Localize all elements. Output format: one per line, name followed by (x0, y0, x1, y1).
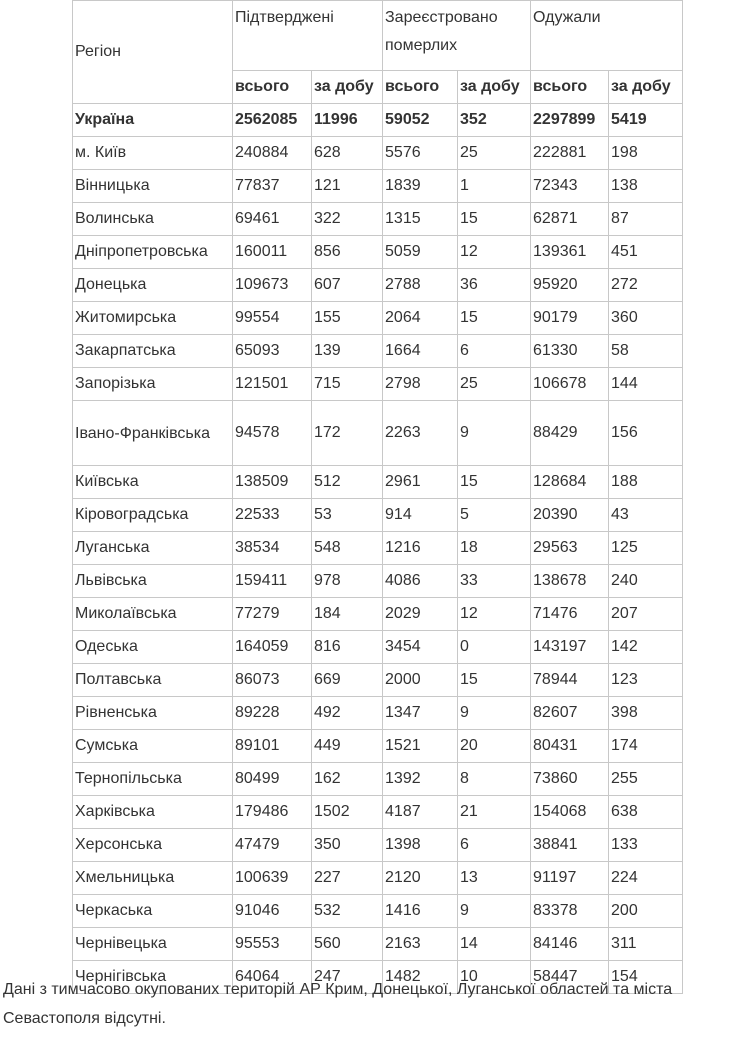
cell-confirmed-total: 38534 (233, 532, 312, 565)
cell-recovered-total: 95920 (531, 269, 609, 302)
cell-deaths-total: 1839 (383, 170, 458, 203)
cell-deaths-total: 2788 (383, 269, 458, 302)
cell-confirmed-total: 240884 (233, 137, 312, 170)
cell-recovered-daily: 156 (609, 401, 683, 466)
cell-region: Харківська (73, 796, 233, 829)
cell-confirmed-total: 89101 (233, 730, 312, 763)
cell-confirmed-daily: 669 (312, 664, 383, 697)
cell-recovered-total: 83378 (531, 895, 609, 928)
cell-region: м. Київ (73, 137, 233, 170)
cell-deaths-daily: 1 (458, 170, 531, 203)
cell-recovered-daily: 123 (609, 664, 683, 697)
cell-confirmed-total: 99554 (233, 302, 312, 335)
cell-confirmed-total: 91046 (233, 895, 312, 928)
cell-confirmed-total: 121501 (233, 368, 312, 401)
cell-confirmed-daily: 449 (312, 730, 383, 763)
cell-region: Кіровоградська (73, 499, 233, 532)
cell-confirmed-daily: 548 (312, 532, 383, 565)
cell-region: Миколаївська (73, 598, 233, 631)
header-recovered-total: всього (531, 71, 609, 104)
cell-recovered-daily: 198 (609, 137, 683, 170)
cell-deaths-total: 1521 (383, 730, 458, 763)
cell-recovered-daily: 125 (609, 532, 683, 565)
table-row (73, 664, 683, 697)
cell-recovered-total: 29563 (531, 532, 609, 565)
cell-deaths-daily: 9 (458, 401, 531, 466)
table-row (73, 796, 683, 829)
cell-deaths-daily: 0 (458, 631, 531, 664)
cell-recovered-daily: 224 (609, 862, 683, 895)
cell-recovered-daily: 272 (609, 269, 683, 302)
cell-deaths-daily: 25 (458, 368, 531, 401)
cell-recovered-total: 82607 (531, 697, 609, 730)
cell-deaths-daily: 21 (458, 796, 531, 829)
cell-deaths-total: 1398 (383, 829, 458, 862)
cell-recovered-total: 143197 (531, 631, 609, 664)
cell-recovered-total: 38841 (531, 829, 609, 862)
cell-confirmed-daily: 227 (312, 862, 383, 895)
cell-deaths-daily: 10 (458, 961, 531, 994)
total-deaths-daily: 352 (458, 104, 531, 137)
cell-confirmed-daily: 53 (312, 499, 383, 532)
cell-recovered-total: 138678 (531, 565, 609, 598)
header-confirmed-total: всього (233, 71, 312, 104)
cell-recovered-daily: 638 (609, 796, 683, 829)
cell-region: Житомирська (73, 302, 233, 335)
cell-deaths-daily: 6 (458, 335, 531, 368)
header-deaths-daily: за добу (458, 71, 531, 104)
cell-confirmed-daily: 172 (312, 401, 383, 466)
header-recovered: Одужали (531, 1, 683, 71)
cell-confirmed-daily: 155 (312, 302, 383, 335)
cell-recovered-daily: 58 (609, 335, 683, 368)
cell-region: Чернівецька (73, 928, 233, 961)
table-row (73, 829, 683, 862)
cell-deaths-total: 1664 (383, 335, 458, 368)
cell-deaths-daily: 8 (458, 763, 531, 796)
cell-confirmed-total: 22533 (233, 499, 312, 532)
cell-confirmed-daily: 322 (312, 203, 383, 236)
cell-confirmed-total: 160011 (233, 236, 312, 269)
cell-region: Черкаська (73, 895, 233, 928)
table-row (73, 928, 683, 961)
cell-confirmed-daily: 1502 (312, 796, 383, 829)
cell-deaths-total: 4187 (383, 796, 458, 829)
table-row (73, 499, 683, 532)
cell-deaths-total: 3454 (383, 631, 458, 664)
total-confirmed-daily: 11996 (312, 104, 383, 137)
cell-confirmed-total: 47479 (233, 829, 312, 862)
header-recovered-daily: за добу (609, 71, 683, 104)
cell-recovered-daily: 144 (609, 368, 683, 401)
cell-recovered-daily: 255 (609, 763, 683, 796)
table-row (73, 269, 683, 302)
cell-confirmed-total: 159411 (233, 565, 312, 598)
cell-recovered-total: 91197 (531, 862, 609, 895)
table-row (73, 565, 683, 598)
total-recovered: 2297899 (531, 104, 609, 137)
cell-recovered-daily: 87 (609, 203, 683, 236)
cell-confirmed-total: 77279 (233, 598, 312, 631)
table-row (73, 631, 683, 664)
cell-confirmed-total: 80499 (233, 763, 312, 796)
cell-recovered-total: 106678 (531, 368, 609, 401)
table-row (73, 730, 683, 763)
table-row (73, 302, 683, 335)
cell-confirmed-daily: 121 (312, 170, 383, 203)
cell-region: Херсонська (73, 829, 233, 862)
header-row-groups (73, 1, 683, 71)
table-row (73, 203, 683, 236)
cell-recovered-total: 71476 (531, 598, 609, 631)
cell-deaths-total: 2798 (383, 368, 458, 401)
cell-deaths-daily: 9 (458, 895, 531, 928)
cell-confirmed-daily: 247 (312, 961, 383, 994)
cell-deaths-total: 2029 (383, 598, 458, 631)
cell-deaths-daily: 12 (458, 598, 531, 631)
cell-recovered-total: 128684 (531, 466, 609, 499)
total-confirmed: 2562085 (233, 104, 312, 137)
cell-deaths-total: 1482 (383, 961, 458, 994)
cell-confirmed-total: 77837 (233, 170, 312, 203)
cell-deaths-daily: 13 (458, 862, 531, 895)
cell-recovered-daily: 154 (609, 961, 683, 994)
cell-recovered-daily: 240 (609, 565, 683, 598)
cell-confirmed-daily: 532 (312, 895, 383, 928)
cell-confirmed-total: 100639 (233, 862, 312, 895)
header-confirmed-daily: за добу (312, 71, 383, 104)
cell-confirmed-total: 89228 (233, 697, 312, 730)
cell-deaths-total: 2163 (383, 928, 458, 961)
cell-deaths-total: 1347 (383, 697, 458, 730)
cell-deaths-total: 5576 (383, 137, 458, 170)
cell-recovered-daily: 138 (609, 170, 683, 203)
cell-region: Чернігівська (73, 961, 233, 994)
cell-recovered-total: 154068 (531, 796, 609, 829)
total-row (73, 104, 683, 137)
cell-confirmed-daily: 350 (312, 829, 383, 862)
cell-confirmed-total: 95553 (233, 928, 312, 961)
cell-recovered-total: 62871 (531, 203, 609, 236)
table-row (73, 895, 683, 928)
cell-deaths-daily: 5 (458, 499, 531, 532)
cell-confirmed-daily: 607 (312, 269, 383, 302)
cell-deaths-total: 2263 (383, 401, 458, 466)
cell-recovered-daily: 133 (609, 829, 683, 862)
cell-deaths-total: 1315 (383, 203, 458, 236)
cell-deaths-total: 5059 (383, 236, 458, 269)
cell-deaths-daily: 9 (458, 697, 531, 730)
cell-region: Тернопільська (73, 763, 233, 796)
total-region: Україна (73, 104, 233, 137)
cell-confirmed-daily: 512 (312, 466, 383, 499)
table-row (73, 368, 683, 401)
table-row (73, 697, 683, 730)
cell-confirmed-total: 65093 (233, 335, 312, 368)
header-region: Регіон (73, 1, 233, 104)
cell-deaths-total: 2064 (383, 302, 458, 335)
cell-recovered-total: 78944 (531, 664, 609, 697)
table-row (73, 862, 683, 895)
cell-region: Вінницька (73, 170, 233, 203)
covid-stats-table (72, 0, 683, 994)
cell-region: Донецька (73, 269, 233, 302)
cell-confirmed-daily: 560 (312, 928, 383, 961)
total-recovered-daily: 5419 (609, 104, 683, 137)
cell-recovered-daily: 311 (609, 928, 683, 961)
cell-recovered-total: 222881 (531, 137, 609, 170)
footnote: Дані з тимчасово окупованих територій АР Крим, Донецької, Луганської областей та міста Севастополя відсутні. (3, 981, 673, 1027)
cell-region: Запорізька (73, 368, 233, 401)
cell-confirmed-daily: 162 (312, 763, 383, 796)
cell-deaths-daily: 36 (458, 269, 531, 302)
cell-deaths-total: 2000 (383, 664, 458, 697)
cell-confirmed-total: 94578 (233, 401, 312, 466)
cell-recovered-daily: 360 (609, 302, 683, 335)
cell-recovered-daily: 188 (609, 466, 683, 499)
cell-deaths-total: 1416 (383, 895, 458, 928)
cell-deaths-total: 4086 (383, 565, 458, 598)
cell-recovered-daily: 174 (609, 730, 683, 763)
cell-confirmed-total: 138509 (233, 466, 312, 499)
cell-region: Луганська (73, 532, 233, 565)
total-deaths: 59052 (383, 104, 458, 137)
cell-deaths-total: 914 (383, 499, 458, 532)
cell-deaths-daily: 15 (458, 466, 531, 499)
cell-confirmed-daily: 816 (312, 631, 383, 664)
table-row (73, 401, 683, 466)
cell-recovered-daily: 451 (609, 236, 683, 269)
cell-deaths-daily: 18 (458, 532, 531, 565)
cell-recovered-daily: 207 (609, 598, 683, 631)
cell-confirmed-daily: 628 (312, 137, 383, 170)
cell-recovered-total: 72343 (531, 170, 609, 203)
cell-confirmed-daily: 715 (312, 368, 383, 401)
cell-recovered-total: 20390 (531, 499, 609, 532)
table-row (73, 532, 683, 565)
cell-region: Одеська (73, 631, 233, 664)
cell-deaths-daily: 14 (458, 928, 531, 961)
cell-deaths-daily: 6 (458, 829, 531, 862)
cell-recovered-total: 73860 (531, 763, 609, 796)
cell-deaths-daily: 20 (458, 730, 531, 763)
cell-region: Рівненська (73, 697, 233, 730)
cell-confirmed-total: 69461 (233, 203, 312, 236)
table-row (73, 466, 683, 499)
cell-recovered-total: 58447 (531, 961, 609, 994)
cell-deaths-total: 1392 (383, 763, 458, 796)
table-row (73, 335, 683, 368)
cell-confirmed-daily: 139 (312, 335, 383, 368)
cell-region: Київська (73, 466, 233, 499)
cell-confirmed-daily: 492 (312, 697, 383, 730)
cell-recovered-total: 61330 (531, 335, 609, 368)
header-deaths: Зареєстровано померлих (383, 1, 531, 71)
table-row (73, 137, 683, 170)
cell-confirmed-total: 179486 (233, 796, 312, 829)
cell-deaths-total: 2120 (383, 862, 458, 895)
cell-deaths-total: 2961 (383, 466, 458, 499)
cell-deaths-daily: 25 (458, 137, 531, 170)
cell-deaths-daily: 15 (458, 664, 531, 697)
table-row (73, 170, 683, 203)
cell-region: Закарпатська (73, 335, 233, 368)
cell-deaths-daily: 15 (458, 203, 531, 236)
cell-region: Дніпропетровська (73, 236, 233, 269)
cell-confirmed-daily: 184 (312, 598, 383, 631)
cell-recovered-daily: 142 (609, 631, 683, 664)
cell-region: Сумська (73, 730, 233, 763)
cell-recovered-total: 88429 (531, 401, 609, 466)
cell-deaths-daily: 15 (458, 302, 531, 335)
cell-region: Івано-Франківська (73, 401, 233, 466)
header-deaths-total: всього (383, 71, 458, 104)
cell-recovered-total: 84146 (531, 928, 609, 961)
cell-confirmed-total: 64064 (233, 961, 312, 994)
cell-recovered-daily: 398 (609, 697, 683, 730)
cell-region: Хмельницька (73, 862, 233, 895)
header-confirmed: Підтверджені (233, 1, 383, 71)
cell-deaths-total: 1216 (383, 532, 458, 565)
table-row (73, 236, 683, 269)
cell-region: Полтавська (73, 664, 233, 697)
cell-confirmed-total: 109673 (233, 269, 312, 302)
cell-region: Волинська (73, 203, 233, 236)
table-row (73, 763, 683, 796)
cell-recovered-daily: 43 (609, 499, 683, 532)
cell-confirmed-total: 164059 (233, 631, 312, 664)
cell-deaths-daily: 33 (458, 565, 531, 598)
cell-confirmed-total: 86073 (233, 664, 312, 697)
table-row (73, 598, 683, 631)
cell-recovered-daily: 200 (609, 895, 683, 928)
cell-confirmed-daily: 978 (312, 565, 383, 598)
cell-confirmed-daily: 856 (312, 236, 383, 269)
cell-recovered-total: 90179 (531, 302, 609, 335)
cell-recovered-total: 80431 (531, 730, 609, 763)
cell-region: Львівська (73, 565, 233, 598)
cell-recovered-total: 139361 (531, 236, 609, 269)
cell-deaths-daily: 12 (458, 236, 531, 269)
